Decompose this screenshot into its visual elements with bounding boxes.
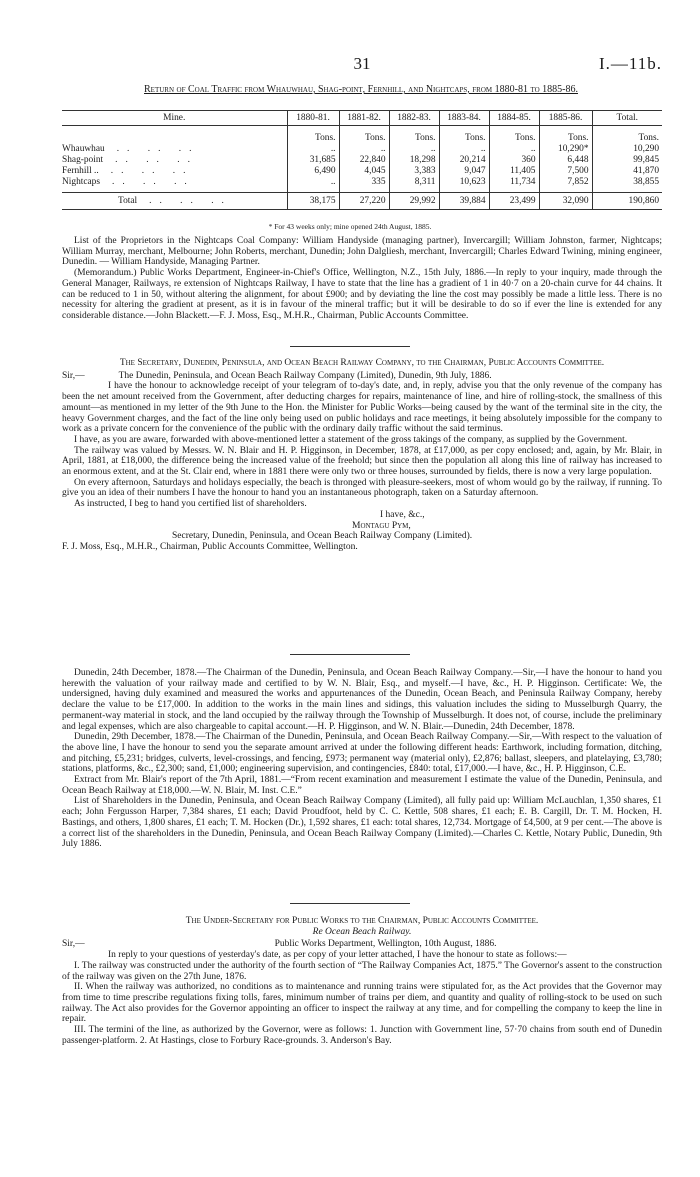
table-total-row: Total .. .. .. 38,175 27,220 29,992 39,884 23,499 32,090 190,860 <box>62 193 662 210</box>
valuation-section <box>62 668 662 850</box>
letter-paragraph: In reply to your questions of yesterday's date, as per copy of your letter attached, I have the honour to state as follows:— <box>108 950 567 961</box>
column-header-total: Total. <box>592 111 662 126</box>
table-cell: 7,852 <box>539 177 592 193</box>
valuation-paragraph: Dunedin, 29th December, 1878.—The Chairman of the Dunedin, Peninsula, and Ocean Beach Railway Company.—Sir,—With respect to the valuation of the above line, I have the honour to send you the separate amount arrived at under the following different heads: Earthwork, including formation, ditching, and pitching, £5,231; bridges, culverts, level-crossings, and fencing, £973; permanent way (material only), £2,876; ballast, sleepers, and platelaying, £3,780; stations, platforms, &c., £2,300; sand, £1,000; engineering supervision, and contingencies, £840: total, £17,000.—I have, &c., H. P. Higginson, C.E. <box>62 732 662 775</box>
table-cell: 18,298 <box>389 155 439 166</box>
page-number: 31 <box>353 54 371 73</box>
letter-address: Public Works Department, Wellington, 10th August, 1886. <box>274 939 497 950</box>
column-total: 39,884 <box>439 193 489 210</box>
unit-label: Tons. <box>439 126 489 145</box>
table-cell: 335 <box>339 177 389 193</box>
valuation-paragraph: Dunedin, 24th December, 1878.—The Chairman of the Dunedin, Peninsula, and Ocean Beach Railway Company.—Sir,—I have the honour to hand you herewith the valuation of your railway made and certified to by W. N. Blair, Esq., and myself.—I have, &c., H. P. Higginson. Certificate: We, the undersigned, having duly examined and measured the works and appurtenances of the Dunedin, Ocean Beach, and Peninsula Railway Company, hereby declare the value to be £17,000. In addition to the works in the main lines and sidings, this valuation includes the siding to Musselburgh Quarry, the permanent-way material in stock, and the land occupied by the railway through the Township of Musselburgh. It does not, of course, include the preliminary and legal expenses, which are also chargeable to capital account.—H. P. Higginson, and W. N. Blair.—Dunedin, 24th December, 1878. <box>62 668 662 732</box>
table-cell: 20,214 <box>439 155 489 166</box>
section-divider <box>290 654 410 655</box>
column-header-year: 1885-86. <box>539 111 592 126</box>
section-divider <box>290 346 410 347</box>
unit-label: Tons. <box>339 126 389 145</box>
table-cell: 22,840 <box>339 155 389 166</box>
letter-subject: Re Ocean Beach Railway. <box>312 926 412 937</box>
row-total: 38,855 <box>592 177 662 193</box>
letter-paragraph: II. When the railway was authorized, no conditions as to maintenance and running trains were stipulated for, as the Act provides that the Governor may from time to time prescribe regulations fixing tolls, fares, minimum number of trains per diem, and quantity and quality of rolling-stock to be used on such railway. The Act also provides for the Governor appointing an officer to inspect the railway at any time, and for compelling the company to keep the line in repair. <box>62 982 662 1025</box>
letter-heading: The Under-Secretary for Public Works to the Chairman, Public Accounts Committee. <box>185 916 539 926</box>
letter-paragraph: I. The railway was constructed under the authority of the fourth section of “The Railway Companies Act, 1875.” The Governor's assent to the construction of the railway was given on the 27th June, 1876. <box>62 960 662 982</box>
valuation-paragraph: Extract from Mr. Blair's report of the 7th April, 1881.—“From recent examination and measurement I estimate the value of the Dunedin, Peninsula, and Ocean Beach Railway at £18,000.—W. N. Blair, M. Inst. C.E.” <box>62 775 662 796</box>
column-total: 27,220 <box>339 193 389 210</box>
units-row <box>62 126 662 145</box>
table-cell: 10,290* <box>539 144 592 155</box>
table-cell: 11,734 <box>489 177 539 193</box>
salutation: Sir,— <box>62 939 85 950</box>
table-title-text: Return of Coal Traffic from Whauwhau, Shag-point, Fernhill, and Nightcaps, from 1880-81 to 1885-86. <box>144 84 578 95</box>
grand-total: 190,860 <box>592 193 662 210</box>
table-cell: 9,047 <box>439 166 489 177</box>
unit-label: Tons. <box>389 126 439 145</box>
letter-address: The Dunedin, Peninsula, and Ocean Beach Railway Company (Limited), Dunedin, 9th July, 1886. <box>118 370 492 381</box>
row-total: 99,845 <box>592 155 662 166</box>
letter-paragraph: I have, as you are aware, forwarded with above-mentioned letter a statement of the gross takings of the company, as supplied by the Government. <box>74 434 628 445</box>
row-total: 10,290 <box>592 144 662 155</box>
table-cell: .. <box>439 144 489 155</box>
letter-closing: I have, &c., <box>380 509 425 520</box>
proprietors-section <box>62 236 662 322</box>
table-header-row <box>62 111 662 126</box>
table-cell: 31,685 <box>287 155 339 166</box>
column-header-year: 1883-84. <box>439 111 489 126</box>
coal-traffic-table <box>62 110 662 210</box>
letter-heading: The Secretary, Dunedin, Peninsula, and Ocean Beach Railway Company, to the Chairman, Public Accounts Committee. <box>119 358 605 368</box>
table-cell: 6,448 <box>539 155 592 166</box>
shareholders-paragraph: List of Shareholders in the Dunedin, Peninsula, and Ocean Beach Railway Company (Limited), all fully paid up: William McLauchlan, 1,350 shares, £1 each; John Fergusson Harper, 7,384 shares, £1 each; David Proudfoot, held by C. C. Kettle, 508 shares, £1 each; E. B. Cargill, Dr. T. M. Hocken, H. Bastings, and others, 1,800 shares, £1 each; T. M. Hocken (Dr.), 1,592 shares, £1 each: total shares, 12,734. Mortgage of £4,500, at 9 per cent.—The above is a correct list of the shareholders in the Dunedin, Peninsula, and Ocean Beach Railway Company (Limited).—Charles C. Kettle, Notary Public, Dunedin, 9th July 1886. <box>62 796 662 850</box>
table-row: Nightcaps .. .. .. .. 335 8,311 10,623 11,734 7,852 38,855 <box>62 177 662 193</box>
table-row: Shag-point .. .. .. 31,685 22,840 18,298 20,214 360 6,448 99,845 <box>62 155 662 166</box>
unit-label: Tons. <box>539 126 592 145</box>
table-cell: .. <box>339 144 389 155</box>
letter-signature: Montagu Pym, <box>352 520 411 531</box>
mine-name: Whauwhau <box>62 144 105 154</box>
under-secretary-letter <box>62 916 662 1046</box>
column-header-year: 1881-82. <box>339 111 389 126</box>
letter-paragraph: As instructed, I beg to hand you certified list of shareholders. <box>74 499 307 510</box>
table-row: Whauwhau .. .. .. .. .. .. .. .. 10,290* 10,290 <box>62 144 662 155</box>
salutation: Sir,— <box>62 370 85 381</box>
table-footnote: * For 43 weeks only; mine opened 24th August, 1885. <box>268 222 432 231</box>
column-header-year: 1884-85. <box>489 111 539 126</box>
column-header-year: 1880-81. <box>287 111 339 126</box>
column-header-year: 1882-83. <box>389 111 439 126</box>
table-cell: .. <box>489 144 539 155</box>
table-cell: 7,500 <box>539 166 592 177</box>
table-cell: 10,623 <box>439 177 489 193</box>
table-cell: 3,383 <box>389 166 439 177</box>
document-reference: I.—11b. <box>598 54 662 73</box>
signature-title: Secretary, Dunedin, Peninsula, and Ocean Beach Railway Company (Limited). <box>172 531 473 542</box>
proprietors-paragraph: List of the Proprietors in the Nightcaps Coal Company: William Handyside (managing partner), Invercargill; William Johnston, farmer, Nightcaps; William Murray, merchant, Melbourne; John Roberts, merchant, Dunedin; John Dalgliesh, merchant, Invercargill; Charles Edward Twining, mining engineer, Dunedin. — William Handyside, Managing Partner. <box>62 236 662 268</box>
table-cell: .. <box>287 177 339 193</box>
mine-name: Fernhill .. <box>62 166 99 176</box>
table-row: Fernhill .. .. .. .. 6,490 4,045 3,383 9,047 11,405 7,500 41,870 <box>62 166 662 177</box>
table-cell: 360 <box>489 155 539 166</box>
total-label: Total <box>118 195 138 206</box>
column-total: 23,499 <box>489 193 539 210</box>
table-title <box>62 84 660 95</box>
letter-paragraph: III. The termini of the line, as authorized by the Governor, were as follows: 1. Junction with Government line, 57·70 chains from south end of Dunedin passenger-platform. 2. At Hastings, close to Forbury Race-grounds. 3. Anderson's Bay. <box>62 1025 662 1046</box>
table-cell: 8,311 <box>389 177 439 193</box>
column-total: 29,992 <box>389 193 439 210</box>
mine-name: Shag-point <box>62 155 104 165</box>
memorandum-paragraph: (Memorandum.) Public Works Department, Engineer-in-Chief's Office, Wellington, N.Z., 15th July, 1886.—In reply to your inquiry, made through the General Manager, Railways, re extension of Nightcaps Railway, I have to state that the line has a gradient of 1 in 40·7 on a 20-chain curve for 44 chains. It can be reduced to 1 in 50, without altering the alignment, for about £900; and by deviating the line the cost may possibly be made a little less. There is no necessity for altering the gradient at present, as it is in favour of the mineral traffic; but it will be desirable to do so if ever the line is extended for any considerable distance.—John Blackett.—F. J. Moss, Esq., M.H.R., Chairman, Public Accounts Committee. <box>62 268 662 321</box>
row-total: 41,870 <box>592 166 662 177</box>
table-cell: 11,405 <box>489 166 539 177</box>
table-cell: .. <box>389 144 439 155</box>
section-divider <box>290 903 410 904</box>
letter-paragraph: The railway was valued by Messrs. W. N. Blair and H. P. Higginson, in December, 1878, at £17,000, as per copy enclosed; and, again, by Mr. Blair, in April, 1881, at £18,000, the difference being the increased value of the freehold; but since then the population all along this line of railway has increased to an enormous extent, and at the St. Clair end, where in 1881 there were only two or three houses, surrounded by fields, there is now a very large population. <box>62 445 662 478</box>
letter-paragraph: On every afternoon, Saturdays and holidays especially, the beach is thronged with pleasure-seekers, most of whom would go by the railway, if running. To give you an idea of their numbers I have the honour to hand you an instantaneous photograph, taken on a Saturday afternoon. <box>62 477 662 499</box>
letter-addressee: F. J. Moss, Esq., M.H.R., Chairman, Public Accounts Committee, Wellington. <box>62 541 358 552</box>
page-header <box>62 54 662 76</box>
unit-label: Tons. <box>287 126 339 145</box>
column-total: 32,090 <box>539 193 592 210</box>
table-cell: 4,045 <box>339 166 389 177</box>
unit-label: Tons. <box>489 126 539 145</box>
unit-label: Tons. <box>592 126 662 145</box>
secretary-letter <box>62 358 662 553</box>
table-cell: 6,490 <box>287 166 339 177</box>
column-total: 38,175 <box>287 193 339 210</box>
letter-paragraph: I have the honour to acknowledge receipt of your telegram of to-day's date, and, in reply, advise you that the only revenue of the company has been the net amount received from the Government, after deducting charges for repairs, maintenance of line, and hire of rolling-stock, the smallness of this amount—as mentioned in my letter of the 9th June to the Hon. the Minister for Public Works—being caused by the want of the terminal site in the city, the heavy Government charges, and the fact of the line only being used on public holidays and race meetings, it being absolutely impossible for the company to work as a private concern for the convenience of the public with the ordinary daily traffic without the said terminus. <box>62 381 662 435</box>
table-cell: .. <box>287 144 339 155</box>
mine-name: Nightcaps <box>62 177 101 187</box>
column-header-mine: Mine. <box>62 111 287 126</box>
